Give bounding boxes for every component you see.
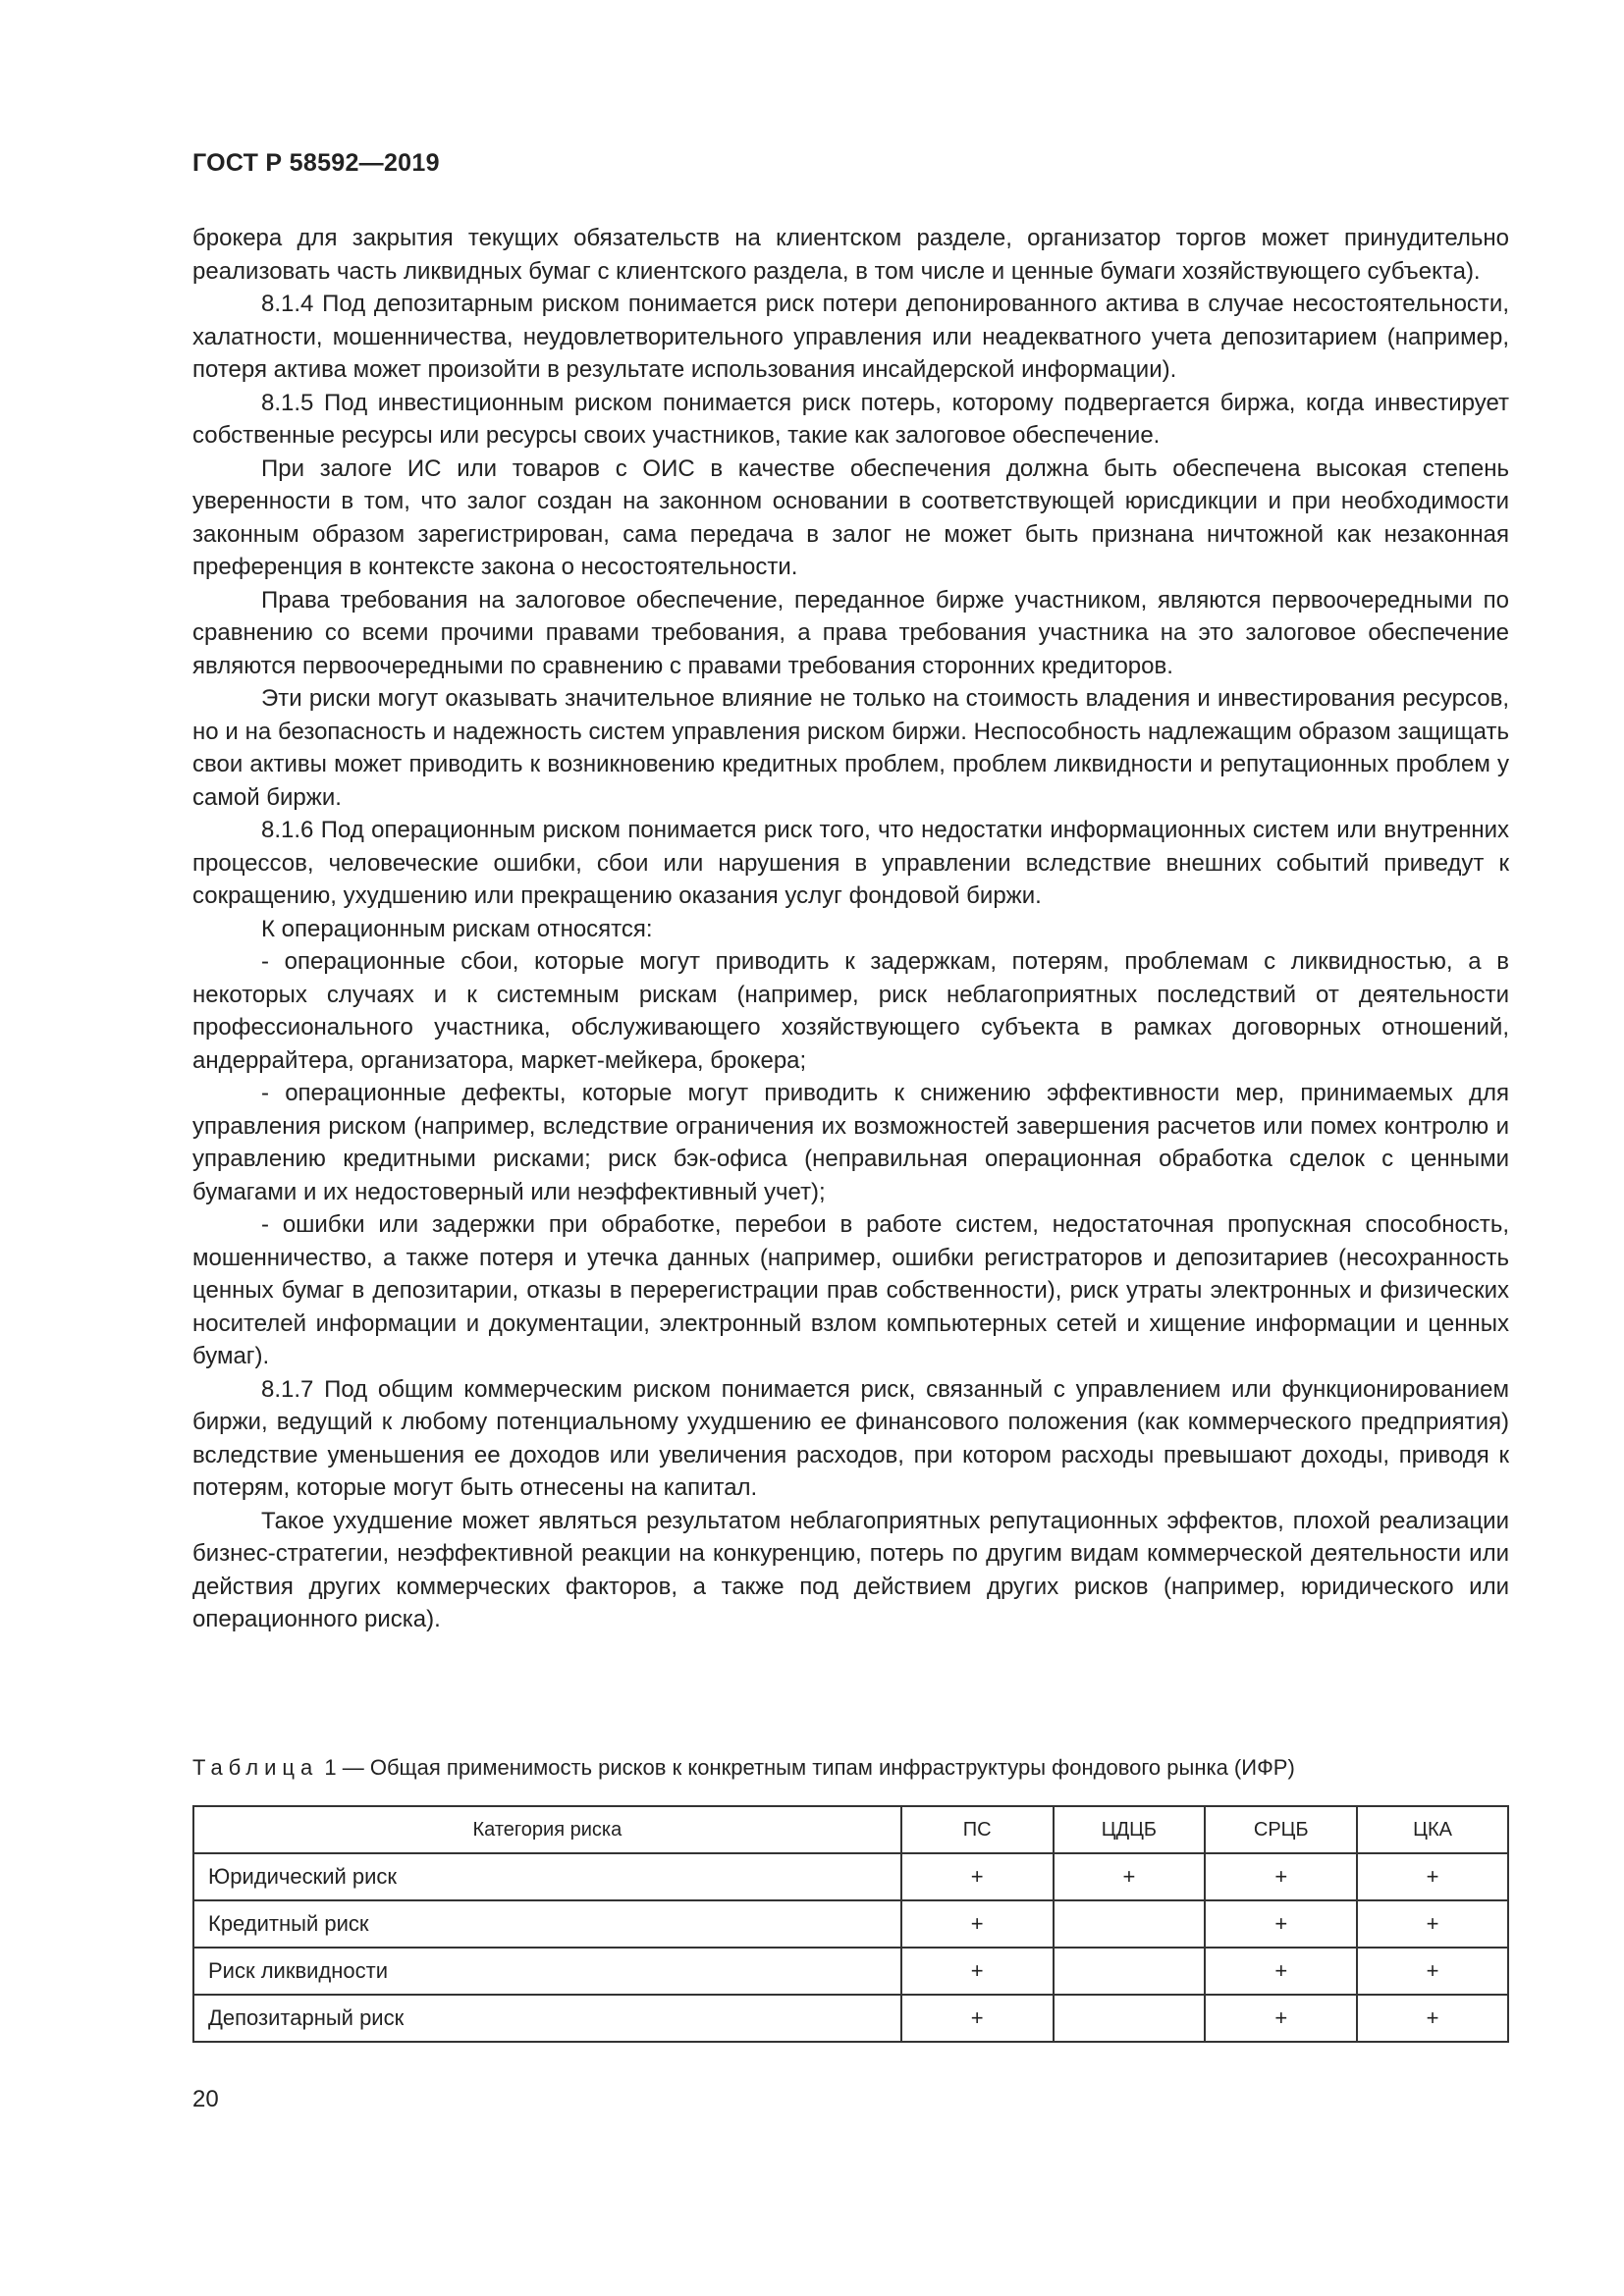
header-cdcb: ЦДЦБ bbox=[1054, 1806, 1206, 1853]
table-header-row bbox=[193, 1806, 1508, 1853]
applicability-cell: + bbox=[901, 1948, 1054, 1995]
paragraph: При залоге ИС или товаров с ОИС в качестве обеспечения должна быть обеспечена высокая степень уверенности в том, что залог создан на законном основании в соответствующей юрисдикции и при необходимости законным образом зарегистрирован, сама передача в залог не может быть признана ничтожной как незаконная преференция в контексте закона о несостоятельности. bbox=[192, 454, 1509, 580]
applicability-cell: + bbox=[1357, 1853, 1508, 1900]
header-risk-category: Категория риска bbox=[193, 1806, 901, 1853]
paragraph: Права требования на залоговое обеспечение, переданное бирже участником, являются первоочередными по сравнению со всеми прочими правами требования, а права требования участника на это залоговое обеспечение являются первоочередными по сравнению с правами требования сторонних кредиторов. bbox=[192, 586, 1509, 679]
applicability-cell: + bbox=[1205, 1995, 1357, 2042]
risk-category-cell: Депозитарный риск bbox=[193, 1995, 901, 2042]
risk-category-cell: Риск ликвидности bbox=[193, 1948, 901, 1995]
paragraph: 8.1.7 Под общим коммерческим риском понимается риск, связанный с управлением или функционированием биржи, ведущий к любому потенциальному ухудшению ее финансового положения (как коммерческого предприятия) вследствие уменьшения ее доходов или увеличения расходов, при котором расходы превышают доходы, приводя к потерям, которые могут быть отнесены на капитал. bbox=[192, 1375, 1509, 1501]
applicability-cell: + bbox=[1054, 1853, 1206, 1900]
list-item: - операционные дефекты, которые могут приводить к снижению эффективности мер, принимаемых для управления риском (например, вследствие ограничения их возможностей завершения расчетов или помех контролю и управлению кредитными рисками; риск бэк-офиса (неправильная операционная обработка сделок с ценными бумагами и их недостоверный или неэффективный учет); bbox=[192, 1080, 1509, 1205]
list-item: - ошибки или задержки при обработке, перебои в работе систем, недостаточная пропускная способность, мошенничество, а также потеря и утечка данных (например, ошибки регистраторов и депозитариев (несохранность ценных бумаг в депозитарии, отказы в перерегистрации прав собственности), риск утраты электронных и физических носителей информации и документации, электронный взлом компьютерных сетей и хищение информации и ценных бумаг). bbox=[192, 1211, 1509, 1369]
body-text bbox=[192, 222, 1509, 1636]
applicability-cell bbox=[1054, 1900, 1206, 1948]
header-ps: ПС bbox=[901, 1806, 1054, 1853]
applicability-cell: + bbox=[901, 1900, 1054, 1948]
applicability-cell bbox=[1054, 1948, 1206, 1995]
applicability-cell: + bbox=[1357, 1948, 1508, 1995]
table-caption-label: Таблица bbox=[192, 1755, 319, 1780]
header-srcb: СРЦБ bbox=[1205, 1806, 1357, 1853]
header-cka: ЦКА bbox=[1357, 1806, 1508, 1853]
applicability-cell: + bbox=[1205, 1853, 1357, 1900]
risk-category-cell: Кредитный риск bbox=[193, 1900, 901, 1948]
paragraph: К операционным рискам относятся: bbox=[261, 915, 653, 942]
applicability-cell: + bbox=[1357, 1995, 1508, 2042]
applicability-cell: + bbox=[1357, 1900, 1508, 1948]
table-row bbox=[193, 1900, 1508, 1948]
table-row bbox=[193, 1948, 1508, 1995]
paragraph: брокера для закрытия текущих обязательств на клиентском разделе, организатор торгов может принудительно реализовать часть ликвидных бумаг с клиентского раздела, в том числе и ценные бумаги хозяйствующего субъекта). bbox=[192, 225, 1509, 285]
table-caption-text: 1 — Общая применимость рисков к конкретным типам инфраструктуры фондового рынка (ИФР) bbox=[318, 1755, 1295, 1780]
list-item: - операционные сбои, которые могут приводить к задержкам, потерям, проблемам с ликвидностью, а в некоторых случаях и к системным рискам (например, риск неблагоприятных последствий от деятельности профессионального участника, обслуживающего хозяйствующего субъекта в рамках договорных отношений, андеррайтера, организатора, маркет-мейкера, брокера; bbox=[192, 948, 1509, 1074]
applicability-cell bbox=[1054, 1995, 1206, 2042]
risk-applicability-table bbox=[192, 1805, 1509, 2043]
paragraph: Такое ухудшение может являться результатом неблагоприятных репутационных эффектов, плохой реализации бизнес-стратегии, неэффективной реакции на конкуренцию, потерь по другим видам коммерческой деятельности или действия других коммерческих факторов, а также под действием других рисков (например, юридического или операционного риска). bbox=[192, 1507, 1509, 1632]
applicability-cell: + bbox=[1205, 1948, 1357, 1995]
paragraph: 8.1.6 Под операционным риском понимается риск того, что недостатки информационных систем или внутренних процессов, человеческие ошибки, сбои или нарушения в управлении вследствие внешних событий приведут к сокращению, ухудшению или прекращению оказания услуг фондовой биржи. bbox=[192, 817, 1509, 909]
document-standard-header: ГОСТ Р 58592—2019 bbox=[192, 149, 440, 177]
paragraph: 8.1.4 Под депозитарным риском понимается риск потери депонированного актива в случае несостоятельности, халатности, мошенничества, неудовлетворительного управления или неадекватного учета депозитарием (например, потеря актива может произойти в результате использования инсайдерской информации). bbox=[192, 291, 1509, 383]
risk-category-cell: Юридический риск bbox=[193, 1853, 901, 1900]
applicability-cell: + bbox=[901, 1995, 1054, 2042]
paragraph: Эти риски могут оказывать значительное влияние не только на стоимость владения и инвестирования ресурсов, но и на безопасность и надежность систем управления риском биржи. Неспособность надлежащим образом защищать свои активы может приводить к возникновению кредитных проблем, проблем ликвидности и репутационных проблем у самой биржи. bbox=[192, 685, 1509, 811]
page-number: 20 bbox=[192, 2086, 219, 2112]
table-caption bbox=[192, 1753, 1509, 1783]
table-row bbox=[193, 1853, 1508, 1900]
applicability-cell: + bbox=[1205, 1900, 1357, 1948]
table-row bbox=[193, 1995, 1508, 2042]
paragraph: 8.1.5 Под инвестиционным риском понимается риск потерь, которому подвергается биржа, когда инвестирует собственные ресурсы или ресурсы своих участников, такие как залоговое обеспечение. bbox=[192, 389, 1509, 449]
applicability-cell: + bbox=[901, 1853, 1054, 1900]
